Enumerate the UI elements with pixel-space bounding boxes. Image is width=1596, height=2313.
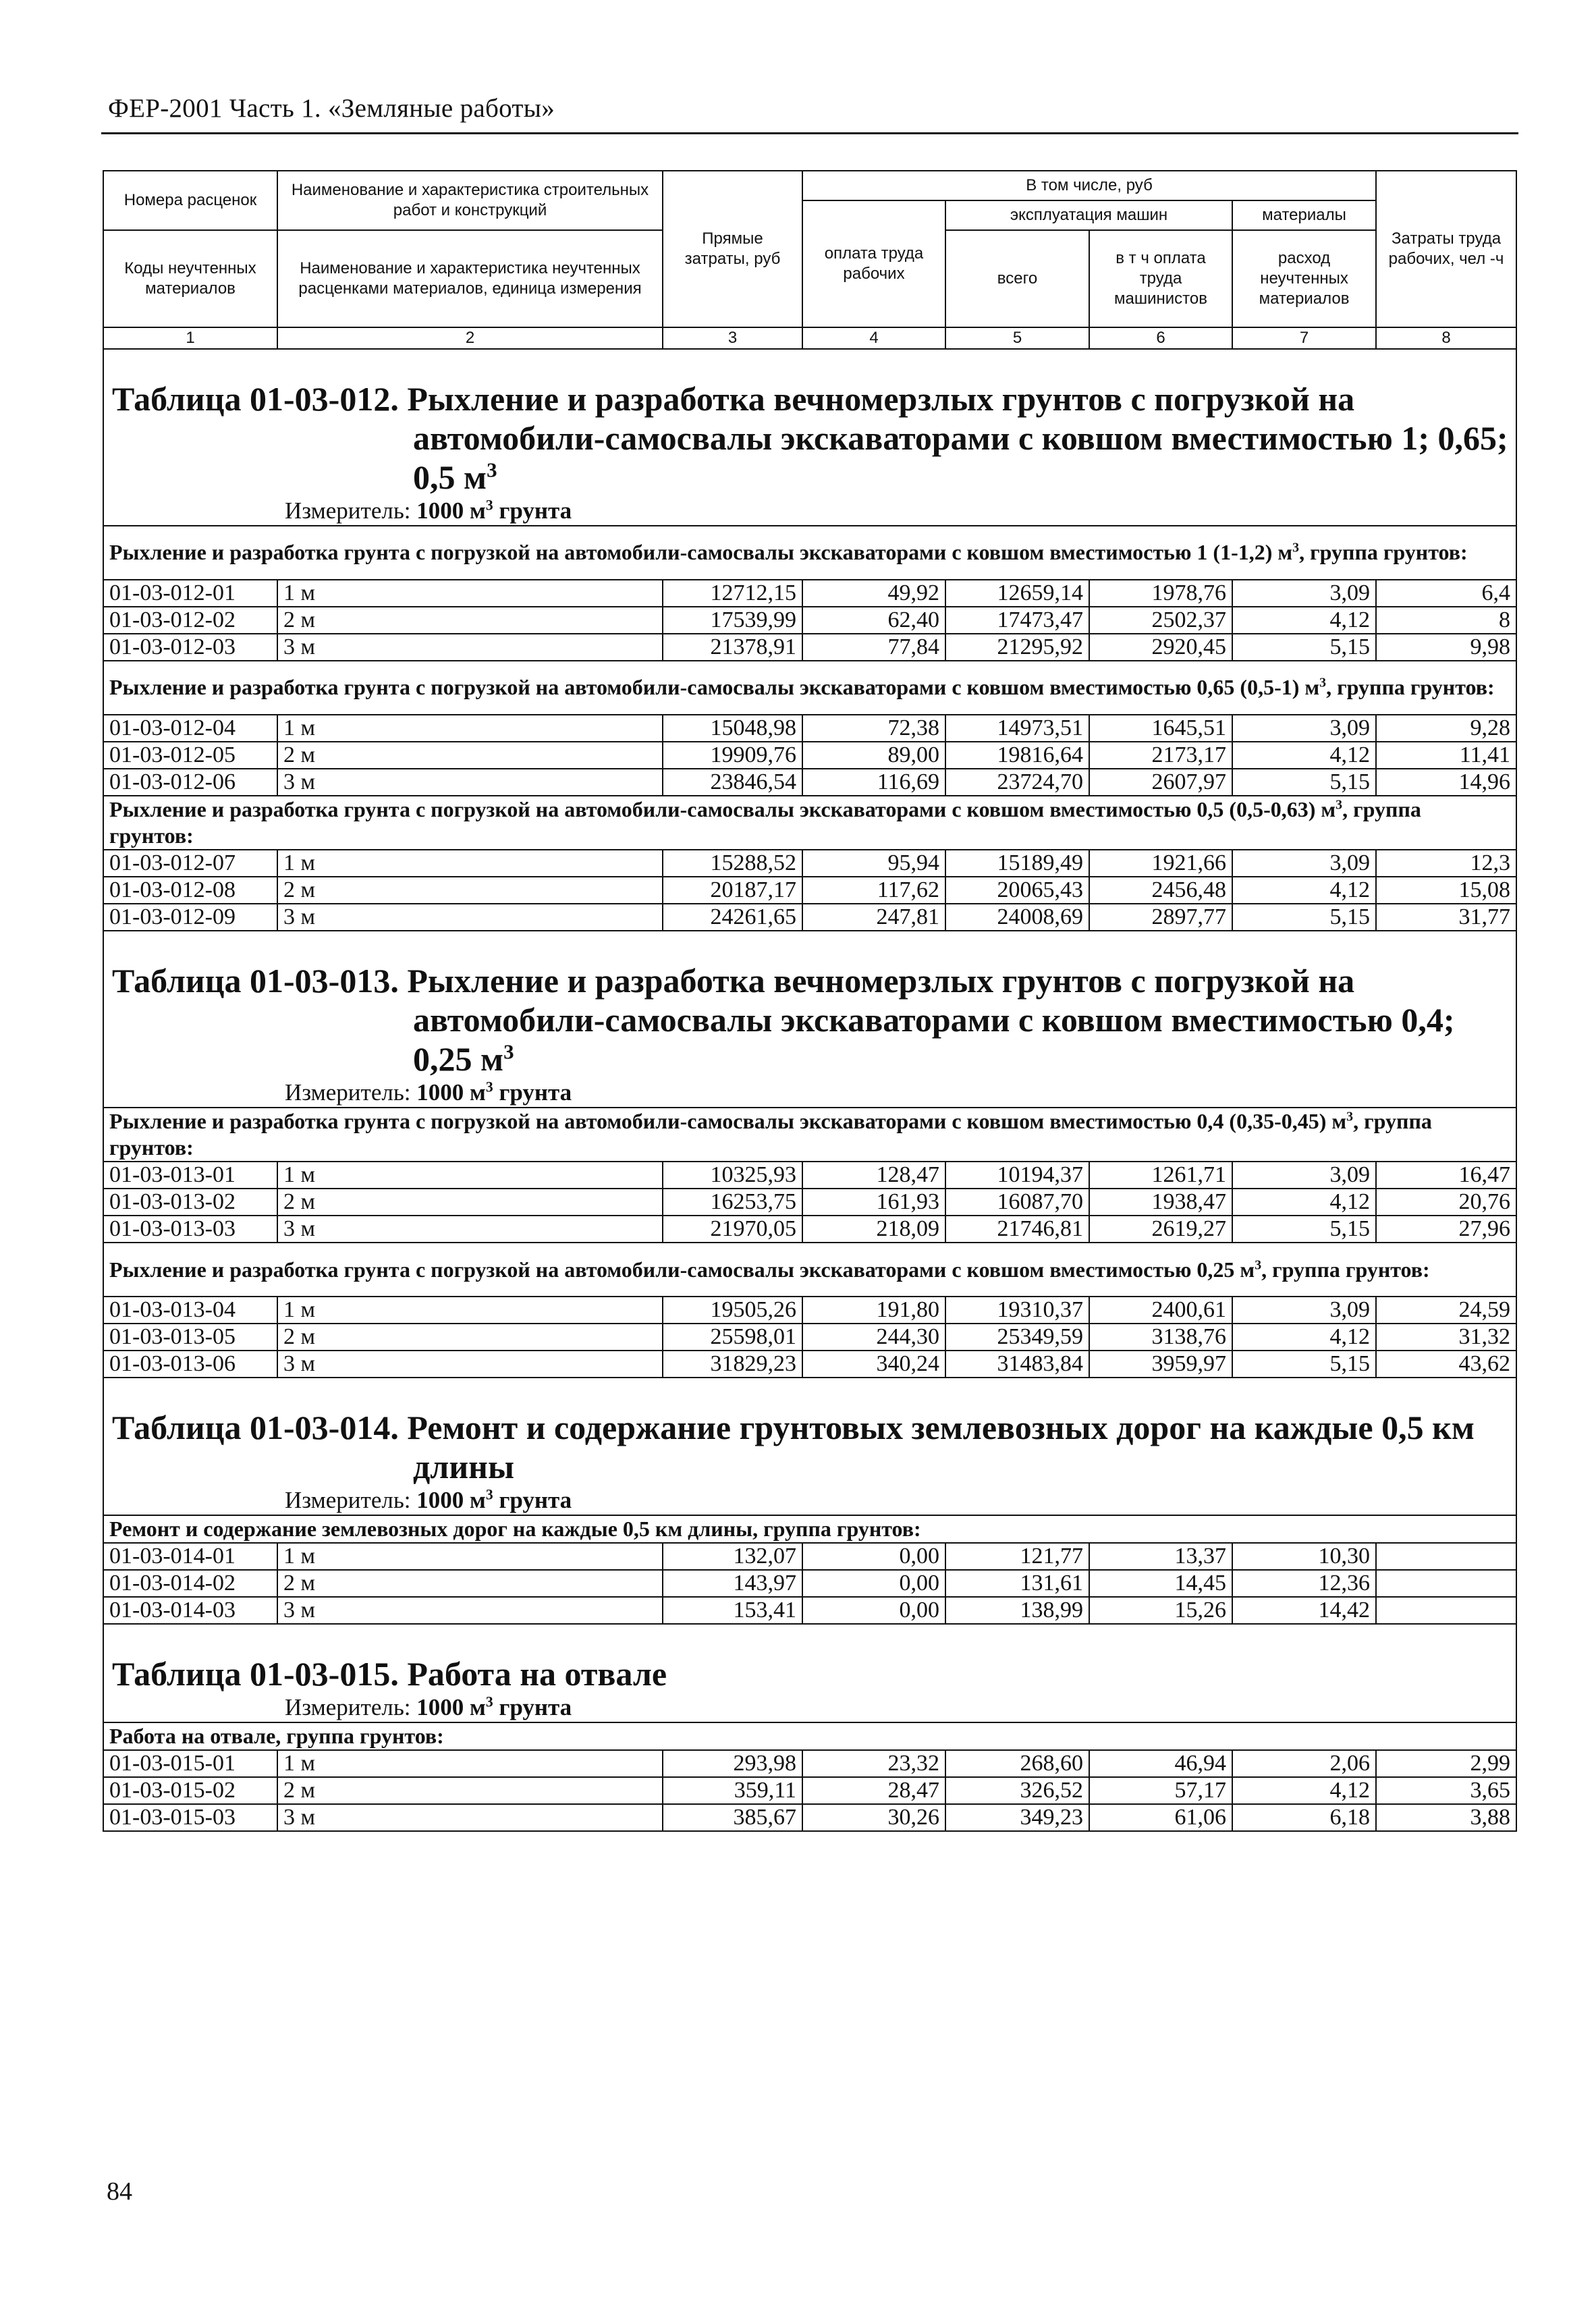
group-header-superscript: 3 [1255,1257,1262,1272]
header-materials-use: расход неучтенных материалов [1232,230,1376,327]
group-header-row-cell [103,1722,1516,1750]
measure-unit: 1000 м [416,1079,486,1106]
cell-labor-costs: 20,76 [1376,1189,1516,1216]
cell-rate-code: 01-03-012-06 [103,769,277,796]
cell-machines-total: 19310,37 [945,1297,1089,1324]
table-title-row-cell [103,961,1516,1079]
measure-suffix: грунта [493,1487,572,1514]
cell-worker-wage: 0,00 [802,1570,945,1597]
cell-worker-wage: 62,40 [802,607,945,634]
cell-worker-wage: 244,30 [802,1324,945,1351]
cell-worker-wage: 23,32 [802,1750,945,1777]
cell-labor-costs: 3,65 [1376,1777,1516,1804]
table-row [103,742,1516,769]
header-machinist-wage: в т ч оплата труда машинистов [1089,230,1232,327]
cell-materials-use: 5,15 [1232,1351,1376,1378]
group-header-suffix: , группа грунтов: [1326,675,1495,700]
group-header-text: Рыхление и разработка грунта с погрузкой на автомобили-самосвалы экскаваторами с ковшом вместимостью 1 (1-1,2) м [109,540,1293,565]
measure-row [103,1486,1516,1515]
header-machine-operation: эксплуатация машин [945,200,1232,230]
group-header-row-cell [103,661,1516,715]
group-header-row [103,1515,1516,1543]
cell-worker-wage: 340,24 [802,1351,945,1378]
cell-materials-use: 4,12 [1232,1777,1376,1804]
cell-materials-use: 3,09 [1232,1297,1376,1324]
cell-work-description: 2 м [277,1777,663,1804]
rates-table [103,170,1517,1832]
cell-work-description: 1 м [277,1750,663,1777]
cell-direct-costs: 12712,15 [663,580,802,607]
cell-machinist-wage: 2400,61 [1089,1297,1232,1324]
group-header-suffix: , группа грунтов: [1299,540,1468,565]
cell-machinist-wage: 3959,97 [1089,1351,1232,1378]
measure-suffix: грунта [493,1694,572,1721]
measure-row-cell [103,1486,1516,1515]
cell-worker-wage: 95,94 [802,850,945,877]
cell-machines-total: 138,99 [945,1597,1089,1624]
cell-rate-code: 01-03-014-02 [103,1570,277,1597]
cell-labor-costs: 6,4 [1376,580,1516,607]
cell-direct-costs: 153,41 [663,1597,802,1624]
cell-direct-costs: 385,67 [663,1804,802,1831]
table-title-row [103,961,1516,1079]
cell-worker-wage: 191,80 [802,1297,945,1324]
cell-worker-wage: 117,62 [802,877,945,904]
table-spacer [103,1378,1516,1408]
table-spacer-cell [103,1624,1516,1654]
cell-machinist-wage: 2173,17 [1089,742,1232,769]
group-header-row [103,1722,1516,1750]
header-rate-numbers: Номера расценок [103,171,277,230]
cell-machines-total: 20065,43 [945,877,1089,904]
cell-machinist-wage: 2920,45 [1089,634,1232,661]
table-title-text: Таблица 01-03-013. Рыхление и разработка вечномерзлых грунтов с погрузкой на автомобили-самосвалы экскаваторами с ковшом вместимостью 0,4; 0,25 м [112,962,1455,1079]
cell-machinist-wage: 1261,71 [1089,1162,1232,1189]
group-header-text: Работа на отвале, группа грунтов: [109,1724,444,1749]
header-machines-total: всего [945,230,1089,327]
table-row [103,1570,1516,1597]
table-row [103,1189,1516,1216]
cell-materials-use: 12,36 [1232,1570,1376,1597]
measure-unit: 1000 м [416,497,486,524]
cell-rate-code: 01-03-014-03 [103,1597,277,1624]
table-title-text: Таблица 01-03-012. Рыхление и разработка вечномерзлых грунтов с погрузкой на автомобили-самосвалы экскаваторами с ковшом вместимостью 1; 0,65; 0,5 м [112,380,1508,496]
header-rule [101,132,1518,134]
cell-work-description: 3 м [277,769,663,796]
table-row [103,1216,1516,1243]
group-header-row-cell [103,1243,1516,1297]
measure-row-cell [103,497,1516,526]
cell-machinist-wage: 1645,51 [1089,715,1232,742]
group-header-row [103,796,1516,850]
cell-rate-code: 01-03-012-05 [103,742,277,769]
group-header-row-cell [103,1108,1516,1162]
table-title [109,961,1510,1079]
cell-machinist-wage: 46,94 [1089,1750,1232,1777]
measure-suffix: грунта [493,1079,572,1106]
cell-machines-total: 326,52 [945,1777,1089,1804]
cell-direct-costs: 19909,76 [663,742,802,769]
table-row [103,904,1516,931]
page-number: 84 [107,2177,132,2206]
table-row [103,769,1516,796]
group-header-text: Рыхление и разработка грунта с погрузкой на автомобили-самосвалы экскаваторами с ковшом вместимостью 0,25 м [109,1257,1255,1282]
cell-labor-costs: 3,88 [1376,1804,1516,1831]
cell-work-description: 1 м [277,850,663,877]
table-title-row-cell [103,1408,1516,1486]
group-header-row [103,526,1516,580]
group-header-suffix: , группа грунтов: [109,1109,1432,1160]
table-row [103,607,1516,634]
column-number: 6 [1089,327,1232,349]
measure-label: Измеритель: [285,1694,417,1721]
cell-machinist-wage: 13,37 [1089,1543,1232,1570]
cell-direct-costs: 24261,65 [663,904,802,931]
cell-labor-costs: 43,62 [1376,1351,1516,1378]
cell-worker-wage: 247,81 [802,904,945,931]
measure-unit: 1000 м [416,1694,486,1721]
cell-rate-code: 01-03-015-01 [103,1750,277,1777]
cell-machines-total: 349,23 [945,1804,1089,1831]
table-row [103,877,1516,904]
cell-labor-costs: 9,98 [1376,634,1516,661]
column-number: 5 [945,327,1089,349]
cell-direct-costs: 25598,01 [663,1324,802,1351]
table-spacer [103,931,1516,961]
cell-worker-wage: 161,93 [802,1189,945,1216]
header-row [103,171,1516,200]
table-row [103,1777,1516,1804]
cell-materials-use: 4,12 [1232,607,1376,634]
cell-direct-costs: 31829,23 [663,1351,802,1378]
cell-work-description: 2 м [277,742,663,769]
cell-work-description: 2 м [277,1324,663,1351]
table-title [109,379,1510,497]
cell-worker-wage: 218,09 [802,1216,945,1243]
column-number: 3 [663,327,802,349]
header-including: В том числе, руб [802,171,1376,200]
cell-labor-costs: 16,47 [1376,1162,1516,1189]
table-title-row [103,1408,1516,1486]
table-row [103,634,1516,661]
cell-rate-code: 01-03-012-01 [103,580,277,607]
measure-row [103,497,1516,526]
cell-direct-costs: 359,11 [663,1777,802,1804]
header-materials: материалы [1232,200,1376,230]
cell-materials-use: 4,12 [1232,1324,1376,1351]
cell-materials-use: 2,06 [1232,1750,1376,1777]
cell-direct-costs: 21970,05 [663,1216,802,1243]
cell-machines-total: 17473,47 [945,607,1089,634]
cell-direct-costs: 17539,99 [663,607,802,634]
measure-label: Измеритель: [285,1079,417,1106]
cell-materials-use: 3,09 [1232,1162,1376,1189]
cell-machines-total: 15189,49 [945,850,1089,877]
table-spacer-cell [103,349,1516,379]
cell-worker-wage: 49,92 [802,580,945,607]
cell-work-description: 3 м [277,634,663,661]
table-title [109,1408,1510,1486]
measure-unit: 1000 м [416,1487,486,1514]
cell-machines-total: 12659,14 [945,580,1089,607]
table-title [109,1654,1510,1693]
cell-labor-costs [1376,1597,1516,1624]
cell-worker-wage: 89,00 [802,742,945,769]
cell-direct-costs: 15288,52 [663,850,802,877]
cell-labor-costs: 31,77 [1376,904,1516,931]
group-header-row [103,1108,1516,1162]
header-material-codes: Коды неучтенных материалов [103,230,277,327]
measure-suffix: грунта [493,497,572,524]
cell-rate-code: 01-03-014-01 [103,1543,277,1570]
column-number-row [103,327,1516,349]
group-header-row [103,1243,1516,1297]
table-title-row [103,1654,1516,1693]
column-number: 2 [277,327,663,349]
table-row [103,1351,1516,1378]
table-title-row [103,379,1516,497]
cell-machinist-wage: 2897,77 [1089,904,1232,931]
cell-work-description: 2 м [277,877,663,904]
cell-labor-costs: 14,96 [1376,769,1516,796]
cell-labor-costs: 8 [1376,607,1516,634]
table-row [103,1297,1516,1324]
cell-machines-total: 10194,37 [945,1162,1089,1189]
cell-rate-code: 01-03-012-09 [103,904,277,931]
cell-work-description: 1 м [277,1162,663,1189]
cell-labor-costs: 15,08 [1376,877,1516,904]
cell-machines-total: 19816,64 [945,742,1089,769]
cell-labor-costs: 31,32 [1376,1324,1516,1351]
cell-direct-costs: 15048,98 [663,715,802,742]
cell-materials-use: 5,15 [1232,1216,1376,1243]
group-header-text: Ремонт и содержание землевозных дорог на каждые 0,5 км длины, группа грунтов: [109,1517,921,1542]
cell-materials-use: 5,15 [1232,904,1376,931]
column-number: 8 [1376,327,1516,349]
cell-machines-total: 14973,51 [945,715,1089,742]
cell-machines-total: 21295,92 [945,634,1089,661]
measure-unit-superscript: 3 [485,1693,493,1710]
group-header-row [103,661,1516,715]
cell-machinist-wage: 61,06 [1089,1804,1232,1831]
cell-rate-code: 01-03-012-04 [103,715,277,742]
table-title-row-cell [103,379,1516,497]
cell-materials-use: 14,42 [1232,1597,1376,1624]
cell-rate-code: 01-03-015-03 [103,1804,277,1831]
cell-rate-code: 01-03-012-02 [103,607,277,634]
cell-rate-code: 01-03-015-02 [103,1777,277,1804]
cell-machines-total: 21746,81 [945,1216,1089,1243]
measure-row [103,1693,1516,1722]
group-header-superscript: 3 [1346,1109,1354,1124]
table-row [103,850,1516,877]
cell-direct-costs: 10325,93 [663,1162,802,1189]
header-labor-costs: Затраты труда рабочих, чел -ч [1376,171,1516,327]
cell-work-description: 2 м [277,1570,663,1597]
measure-label: Измеритель: [285,1487,417,1514]
cell-materials-use: 6,18 [1232,1804,1376,1831]
cell-labor-costs: 9,28 [1376,715,1516,742]
cell-work-description: 3 м [277,1804,663,1831]
cell-worker-wage: 72,38 [802,715,945,742]
cell-direct-costs: 143,97 [663,1570,802,1597]
cell-direct-costs: 132,07 [663,1543,802,1570]
cell-worker-wage: 30,26 [802,1804,945,1831]
measure-unit-superscript: 3 [485,497,493,514]
cell-worker-wage: 77,84 [802,634,945,661]
table-spacer [103,1624,1516,1654]
cell-machines-total: 121,77 [945,1543,1089,1570]
cell-machines-total: 24008,69 [945,904,1089,931]
cell-worker-wage: 116,69 [802,769,945,796]
cell-work-description: 1 м [277,715,663,742]
measure-label: Измеритель: [285,497,417,524]
group-header-text: Рыхление и разработка грунта с погрузкой на автомобили-самосвалы экскаваторами с ковшом вместимостью 0,4 (0,35-0,45) м [109,1109,1347,1134]
cell-work-description: 2 м [277,607,663,634]
cell-machinist-wage: 2619,27 [1089,1216,1232,1243]
cell-rate-code: 01-03-013-03 [103,1216,277,1243]
table-spacer-cell [103,931,1516,961]
cell-work-description: 3 м [277,1597,663,1624]
table-spacer [103,349,1516,379]
cell-work-description: 1 м [277,1297,663,1324]
cell-direct-costs: 21378,91 [663,634,802,661]
header-work-name: Наименование и характеристика строительных работ и конструкций [277,171,663,230]
cell-machines-total: 23724,70 [945,769,1089,796]
cell-direct-costs: 293,98 [663,1750,802,1777]
cell-work-description: 3 м [277,904,663,931]
table-row [103,1324,1516,1351]
cell-direct-costs: 19505,26 [663,1297,802,1324]
group-header-row-cell [103,796,1516,850]
cell-labor-costs: 24,59 [1376,1297,1516,1324]
cell-rate-code: 01-03-012-08 [103,877,277,904]
cell-rate-code: 01-03-013-04 [103,1297,277,1324]
cell-rate-code: 01-03-013-02 [103,1189,277,1216]
cell-rate-code: 01-03-013-06 [103,1351,277,1378]
cell-machinist-wage: 15,26 [1089,1597,1232,1624]
group-header-row-cell [103,1515,1516,1543]
cell-machines-total: 268,60 [945,1750,1089,1777]
cell-materials-use: 5,15 [1232,769,1376,796]
group-header-superscript: 3 [1336,797,1343,813]
table-row [103,1750,1516,1777]
cell-rate-code: 01-03-013-05 [103,1324,277,1351]
group-header-superscript: 3 [1319,675,1327,690]
rates-table-body [103,171,1516,1831]
cell-machines-total: 25349,59 [945,1324,1089,1351]
cell-rate-code: 01-03-013-01 [103,1162,277,1189]
cell-materials-use: 4,12 [1232,1189,1376,1216]
table-title-superscript: 3 [487,458,497,482]
cell-labor-costs: 12,3 [1376,850,1516,877]
measure-row-cell [103,1079,1516,1108]
cell-machinist-wage: 14,45 [1089,1570,1232,1597]
cell-work-description: 2 м [277,1189,663,1216]
cell-materials-use: 3,09 [1232,715,1376,742]
column-number: 4 [802,327,945,349]
group-header-text: Рыхление и разработка грунта с погрузкой на автомобили-самосвалы экскаваторами с ковшом вместимостью 0,65 (0,5-1) м [109,675,1320,700]
table-row [103,1543,1516,1570]
group-header-superscript: 3 [1292,540,1300,555]
table-row [103,580,1516,607]
cell-worker-wage: 0,00 [802,1597,945,1624]
cell-machinist-wage: 3138,76 [1089,1324,1232,1351]
page-header: ФЕР-2001 Часть 1. «Земляные работы» [108,94,555,123]
cell-work-description: 1 м [277,580,663,607]
header-worker-wage: оплата труда рабочих [802,200,945,327]
table-title-row-cell [103,1654,1516,1693]
measure-unit-superscript: 3 [485,1486,493,1503]
column-number: 1 [103,327,277,349]
cell-materials-use: 3,09 [1232,580,1376,607]
measure-row-cell [103,1693,1516,1722]
cell-machines-total: 31483,84 [945,1351,1089,1378]
table-row [103,1162,1516,1189]
header-material-names: Наименование и характеристика неучтенных расценками материалов, единица измерения [277,230,663,327]
cell-machinist-wage: 2456,48 [1089,877,1232,904]
cell-work-description: 1 м [277,1543,663,1570]
table-title-text: Таблица 01-03-015. Работа на отвале [112,1655,667,1693]
table-row [103,715,1516,742]
table-spacer-cell [103,1378,1516,1408]
group-header-row-cell [103,526,1516,580]
cell-rate-code: 01-03-012-03 [103,634,277,661]
cell-machinist-wage: 57,17 [1089,1777,1232,1804]
group-header-suffix: , группа грунтов: [1261,1257,1430,1282]
cell-rate-code: 01-03-012-07 [103,850,277,877]
group-header-text: Рыхление и разработка грунта с погрузкой на автомобили-самосвалы экскаваторами с ковшом вместимостью 0,5 (0,5-0,63) м [109,797,1336,821]
cell-materials-use: 4,12 [1232,742,1376,769]
header-direct-costs: Прямые затраты, руб [663,171,802,327]
cell-direct-costs: 16253,75 [663,1189,802,1216]
cell-materials-use: 4,12 [1232,877,1376,904]
table-row [103,1597,1516,1624]
cell-materials-use: 5,15 [1232,634,1376,661]
cell-materials-use: 3,09 [1232,850,1376,877]
cell-machinist-wage: 1938,47 [1089,1189,1232,1216]
cell-labor-costs [1376,1543,1516,1570]
column-number: 7 [1232,327,1376,349]
cell-work-description: 3 м [277,1216,663,1243]
cell-work-description: 3 м [277,1351,663,1378]
cell-worker-wage: 28,47 [802,1777,945,1804]
cell-labor-costs: 11,41 [1376,742,1516,769]
cell-labor-costs: 27,96 [1376,1216,1516,1243]
cell-direct-costs: 20187,17 [663,877,802,904]
cell-direct-costs: 23846,54 [663,769,802,796]
cell-materials-use: 10,30 [1232,1543,1376,1570]
cell-machinist-wage: 2607,97 [1089,769,1232,796]
measure-row [103,1079,1516,1108]
group-header-suffix: , группа грунтов: [109,797,1421,848]
cell-worker-wage: 128,47 [802,1162,945,1189]
cell-machines-total: 131,61 [945,1570,1089,1597]
table-title-text: Таблица 01-03-014. Ремонт и содержание грунтовых землевозных дорог на каждые 0,5 км длины [112,1409,1475,1486]
cell-machinist-wage: 2502,37 [1089,607,1232,634]
table-row [103,1804,1516,1831]
cell-labor-costs [1376,1570,1516,1597]
cell-machinist-wage: 1978,76 [1089,580,1232,607]
cell-worker-wage: 0,00 [802,1543,945,1570]
cell-machines-total: 16087,70 [945,1189,1089,1216]
cell-machinist-wage: 1921,66 [1089,850,1232,877]
measure-unit-superscript: 3 [485,1079,493,1095]
cell-labor-costs: 2,99 [1376,1750,1516,1777]
table-title-superscript: 3 [503,1039,514,1064]
